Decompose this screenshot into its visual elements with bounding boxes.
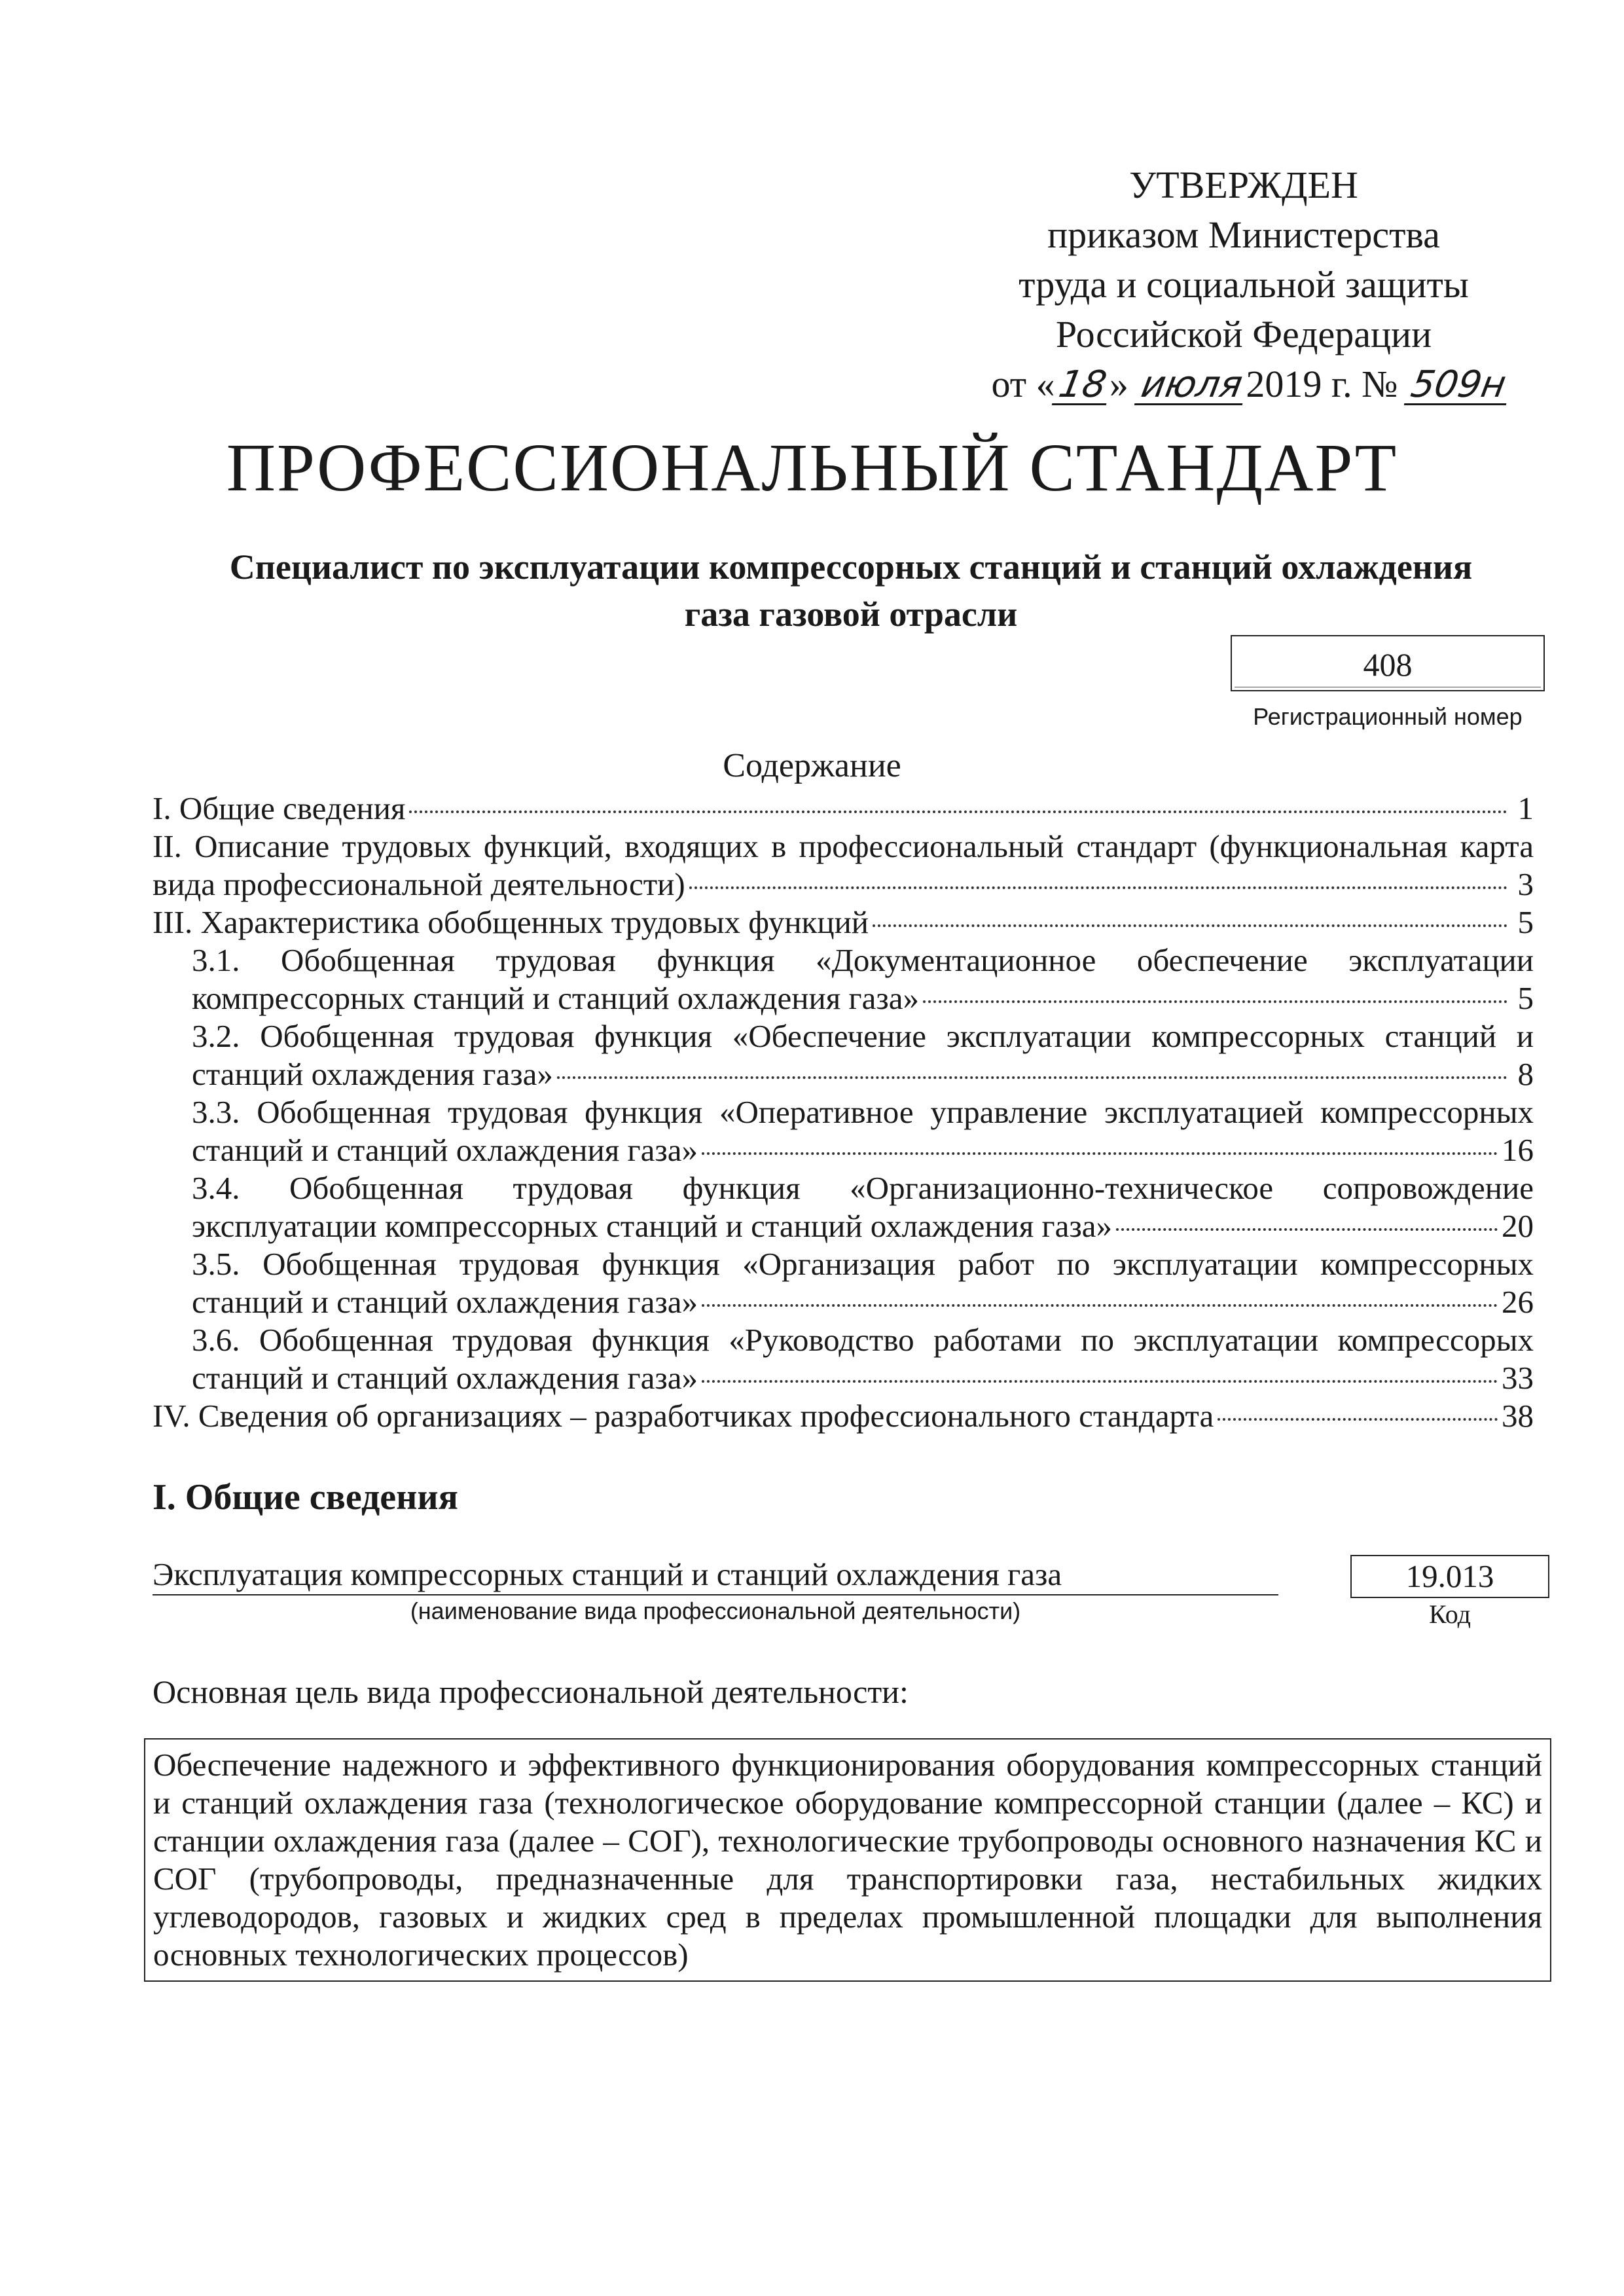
approval-heading: УТВЕРЖДЕН xyxy=(1129,164,1358,206)
goal-label: Основная цель вида профессиональной деятельности: xyxy=(153,1673,909,1710)
handwritten-day: 18 xyxy=(1051,367,1113,405)
toc-item-text: 3.3. Обобщенная трудовая функция «Оперативное управление эксплуатацией компрессорных xyxy=(192,1094,1534,1130)
toc-page: 1 xyxy=(1517,790,1534,826)
toc-page: 38 xyxy=(1502,1398,1534,1434)
toc-item[interactable] xyxy=(153,1397,1534,1435)
toc-item-text: II. Описание трудовых функций, входящих в профессиональный стандарт (функциональная карта xyxy=(153,828,1534,864)
table-of-contents xyxy=(153,790,1534,1435)
goal-text-box: Обеспечение надежного и эффективного функционирования оборудования компрессорных станций и станций охлаждения газа (технологическое оборудование компрессорной станции (далее – КС) и станции охлаждения газа (далее – СОГ), технологические трубопроводы основного назначения КС и СОГ (трубопроводы, предназначенные для транспортировки газа, нестабильных жидких углеводородов, газовых и жидких сред в пределах промышленной площадки для выполнения основных технологических процессов) xyxy=(144,1738,1551,1982)
toc-item-text: 3.2. Обобщенная трудовая функция «Обеспечение эксплуатации компрессорных станций и xyxy=(192,1018,1534,1054)
toc-item-text: станций и станций охлаждения газа» xyxy=(192,1132,698,1168)
toc-heading: Содержание xyxy=(723,747,901,784)
toc-item[interactable] xyxy=(153,903,1534,941)
subtitle-line-1: Специалист по эксплуатации компрессорных станций и станций охлаждения xyxy=(229,547,1473,587)
toc-item-text: I. Общие сведения xyxy=(153,790,406,826)
toc-item[interactable] xyxy=(153,941,1534,1017)
date-day-close: » xyxy=(1109,363,1128,405)
toc-item-text: 3.1. Обобщенная трудовая функция «Документационное обеспечение эксплуатации xyxy=(192,942,1534,978)
handwritten-order-number: 509н xyxy=(1404,367,1513,405)
toc-page: 33 xyxy=(1502,1360,1534,1396)
toc-page: 5 xyxy=(1517,904,1534,940)
toc-item[interactable] xyxy=(153,1321,1534,1397)
toc-item-text: III. Характеристика обобщенных трудовых функций xyxy=(153,904,869,940)
handwritten-month: июля xyxy=(1134,367,1249,405)
toc-item-text: 3.4. Обобщенная трудовая функция «Организационно-техническое сопровождение xyxy=(192,1170,1534,1206)
toc-item[interactable] xyxy=(153,1093,1534,1169)
date-year: 2019 г. № xyxy=(1246,363,1398,405)
toc-item[interactable] xyxy=(153,1169,1534,1245)
toc-page: 8 xyxy=(1517,1056,1534,1092)
toc-item-text: станций и станций охлаждения газа» xyxy=(192,1360,698,1396)
activity-code-label: Код xyxy=(1429,1599,1471,1629)
activity-caption: (наименование вида профессиональной деятельности) xyxy=(410,1597,1021,1624)
toc-item-text: IV. Сведения об организациях – разработчиках профессионального стандарта xyxy=(153,1398,1214,1434)
toc-item[interactable] xyxy=(153,828,1534,903)
toc-page: 5 xyxy=(1517,980,1534,1016)
toc-item-text: компрессорных станций и станций охлаждения газа» xyxy=(192,980,919,1016)
toc-item-text: 3.6. Обобщенная трудовая функция «Руководство работами по эксплуатации компрессорых xyxy=(192,1322,1534,1358)
activity-code-box: 19.013 xyxy=(1350,1555,1549,1598)
toc-page: 16 xyxy=(1502,1132,1534,1168)
standard-subtitle xyxy=(131,543,1571,638)
document-title: ПРОФЕССИОНАЛЬНЫЙ СТАНДАРТ xyxy=(226,430,1398,505)
toc-page: 26 xyxy=(1502,1284,1534,1320)
toc-item[interactable] xyxy=(153,1017,1534,1093)
toc-item[interactable] xyxy=(153,1245,1534,1321)
approval-date-line xyxy=(923,359,1578,409)
section-heading-general: I. Общие сведения xyxy=(153,1477,458,1518)
toc-item-text: эксплуатации компрессорных станций и станций охлаждения газа» xyxy=(192,1208,1112,1244)
toc-item-text: станций охлаждения газа» xyxy=(192,1056,553,1092)
toc-item-text: 3.5. Обобщенная трудовая функция «Организация работ по эксплуатации компрессорных xyxy=(192,1246,1534,1282)
activity-name: Эксплуатация компрессорных станций и станций охлаждения газа xyxy=(153,1555,1278,1595)
toc-item[interactable] xyxy=(153,790,1534,828)
toc-item-text: станций и станций охлаждения газа» xyxy=(192,1284,698,1320)
toc-page: 3 xyxy=(1517,866,1534,902)
approval-line-1: приказом Министерства xyxy=(1047,213,1440,256)
registration-number-label: Регистрационный номер xyxy=(1253,703,1523,730)
approval-line-2: труда и социальной защиты xyxy=(1019,263,1469,306)
approval-line-3: Российской Федерации xyxy=(1055,313,1432,355)
subtitle-line-2: газа газовой отрасли xyxy=(684,594,1018,634)
toc-item-text: вида профессиональной деятельности) xyxy=(153,866,685,902)
registration-number-box: 408 xyxy=(1231,635,1545,691)
approval-block xyxy=(916,160,1571,409)
toc-page: 20 xyxy=(1502,1208,1534,1244)
date-prefix: от « xyxy=(991,363,1055,405)
